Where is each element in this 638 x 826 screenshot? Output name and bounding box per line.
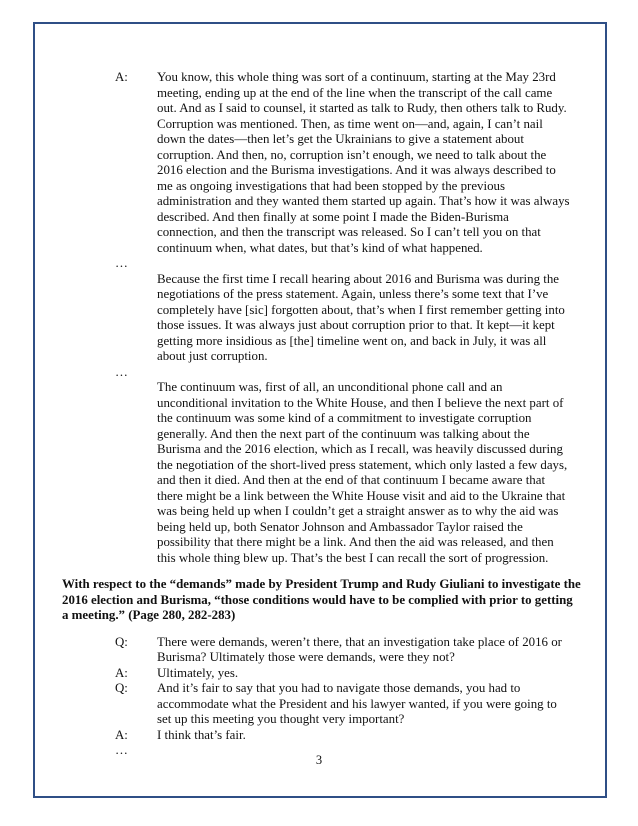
qa-text: There were demands, weren’t there, that an investigation take place of 2016 or Burisma? Ultimately those were demands, were they not? (157, 634, 562, 664)
answer-text: You know, this whole thing was sort of a continuum, starting at the May 23rd meeting, ending up at the end of the line when the transcript of the call came out. And as I said to counsel, it started as talk to Rudy, then others talk to Rudy. Corruption was mentioned. Then, as time went on—and, again, I can’t nail down the dates—then let’s get the Ukrainians to give a statement about corruption. And then, no, corruption isn’t enough, we need to talk about the 2016 election and the Burisma investigations. And it was always described to me as ongoing investigations that had been stopped by the previous administration and they wanted them started up again. That’s how it was always described. And then finally at some point I made the Biden-Burisma connection, and then the transcript was released. So I can’t tell you on that continuum when, what dates, but that’s kind of what happened. (157, 70, 570, 255)
speaker-label: Q: (115, 634, 128, 649)
qa-text: And it’s fair to say that you had to navigate those demands, you had to accommodate what the President and his lawyer wanted, if you were going to set up this meeting you thought very important? (157, 681, 557, 726)
ellipsis: … (115, 364, 128, 379)
ellipsis: … (115, 743, 128, 757)
qa-row (75, 635, 571, 666)
qa-row (75, 681, 571, 728)
qa-row (75, 728, 571, 744)
speaker-label: Q: (115, 681, 128, 695)
qa-text: Ultimately, yes. (157, 665, 239, 680)
ellipsis: … (115, 256, 128, 270)
testimony-block (75, 70, 571, 256)
paragraph: Because the first time I recall hearing about 2016 and Burisma was during the negotiations of the press statement. Again, unless there’s some text that I’ve completely have [sic] forgotten about, that’s when I first remember getting into those issues. It was always just about corruption prior to that. It kept—it kept getting more insidious as [the] timeline went on, and back in July, it was all about just corruption. (157, 271, 565, 363)
speaker-label: A: (115, 70, 128, 84)
qa-text: I think that’s fair. (157, 727, 246, 742)
speaker-label: A: (115, 727, 128, 742)
section-heading: With respect to the “demands” made by President Trump and Rudy Giuliani to investigate the 2016 election and Burisma, “those conditions would have to be complied with prior to getting a meeting.” (Page 280, 282-283) (62, 577, 581, 622)
page-number: 3 (315, 753, 323, 767)
paragraph: The continuum was, first of all, an unconditional phone call and an unconditional invitation to the White House, and then I believe the next part of the continuum was some kind of a commitment to investigate corruption generally. And then the next part of the continuum was talking about the Burisma and the 2016 election, which as I recall, was heavily discussed during the negotiation of the short-lived press statement, which only lasted a few days, and then it died. And then at the end of that continuum I became aware that there might be a link between the White House visit and aid to the Ukraine that was being held up when I couldn’t get a straight answer as to why the aid was being held up, both Senator Johnson and Ambassador Taylor raised the possibility that there might be a link. And then the aid was released, and then this whole thing blew up. That’s the best I can recall the sort of progression. (157, 380, 568, 565)
document-body (62, 70, 581, 759)
qa-row (75, 666, 571, 682)
speaker-label: A: (115, 665, 128, 680)
